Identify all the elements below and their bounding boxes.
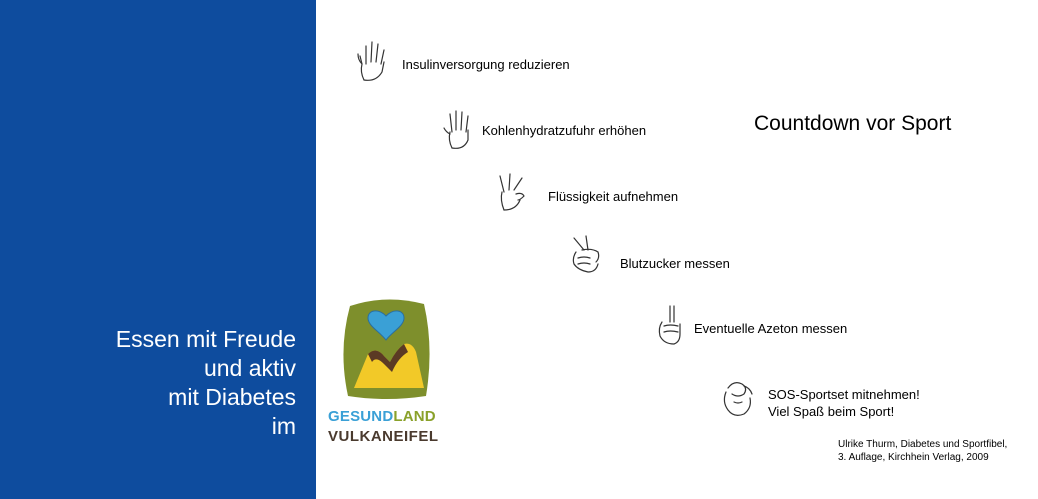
logo-wordmark-bottom: VULKANEIFEL [328, 428, 439, 445]
step-label-line-2: Viel Spaß beim Sport! [768, 404, 895, 419]
gesundland-logo [326, 296, 446, 446]
step-label: Eventuelle Azeton messen [694, 321, 848, 336]
step-label: Insulinversorgung reduzieren [402, 57, 570, 72]
hand-four-fingers-icon [440, 108, 478, 150]
slogan [6, 325, 296, 441]
step-label: Kohlenhydratzufuhr erhöhen [482, 123, 647, 138]
step-label: Blutzucker messen [620, 256, 730, 271]
volcano-heart-logo-icon [340, 296, 432, 400]
logo-word-land: LAND [393, 408, 436, 425]
credit-line-1: Ulrike Thurm, Diabetes und Sportfibel, [838, 439, 1008, 450]
step-label-line-1: SOS-Sportset mitnehmen! [768, 387, 920, 402]
credit-line-2: 3. Auflage, Kirchhein Verlag, 2009 [838, 452, 989, 463]
source-credit [838, 438, 1007, 464]
blue-side-panel [0, 0, 316, 499]
logo-word-gesund: GESUND [328, 408, 394, 425]
step-label: Flüssigkeit aufnehmen [548, 189, 679, 204]
logo-wordmark-top [328, 408, 436, 425]
slogan-line-1: Essen mit Freude [115, 326, 296, 352]
page-title: Countdown vor Sport [754, 112, 952, 135]
hand-ok-sign-icon [720, 378, 758, 420]
hand-five-fingers-icon [354, 40, 392, 82]
slogan-line-2: und aktiv [203, 355, 296, 381]
slogan-line-4: im [271, 413, 296, 439]
hand-one-finger-icon [652, 304, 690, 346]
hand-two-fingers-icon [568, 234, 606, 276]
hand-three-fingers-icon [494, 170, 532, 212]
slogan-line-3: mit Diabetes [168, 384, 296, 410]
